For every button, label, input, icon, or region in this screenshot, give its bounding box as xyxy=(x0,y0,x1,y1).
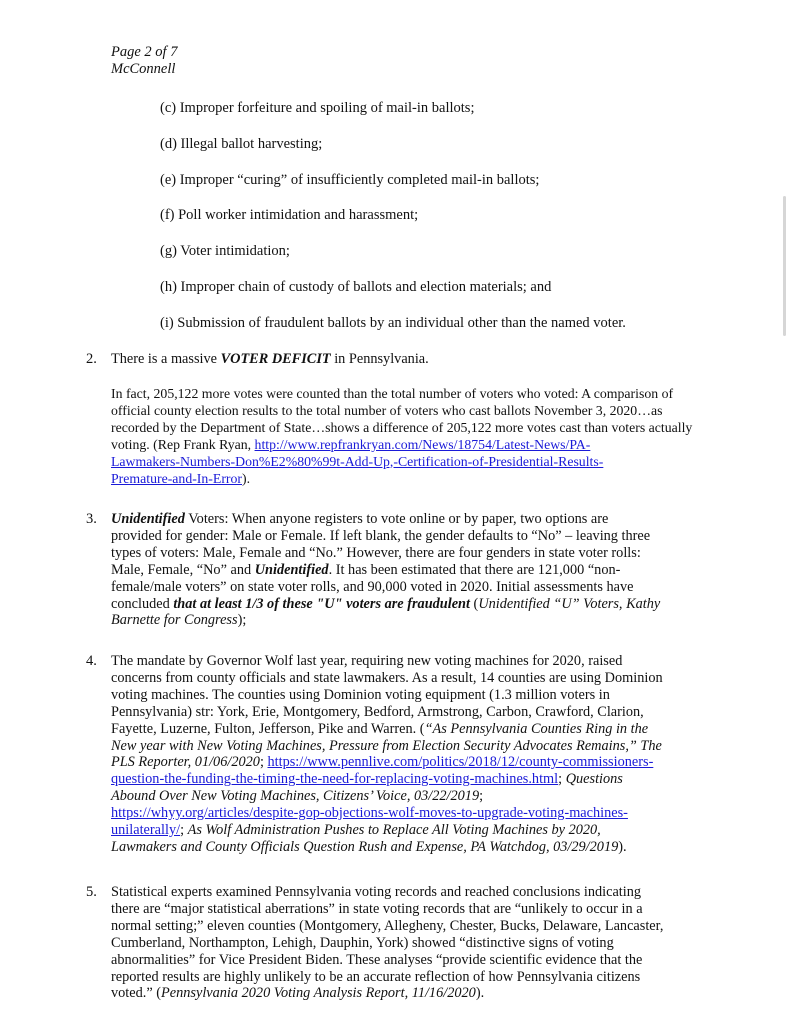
list-item: (d) Illegal ballot harvesting; xyxy=(160,136,323,152)
item-2-lead xyxy=(111,351,723,368)
text-line: recorded by the Department of State…shows a difference of 205,122 more votes cast than voters actually xyxy=(111,419,693,435)
text: in Pennsylvania. xyxy=(330,351,429,367)
text-line: Cumberland, Northampton, Lehigh, Dauphin, York) showed “distinctive signs of voting xyxy=(111,934,614,951)
citation: Pennsylvania 2020 Voting Analysis Report, 11/16/2020 xyxy=(161,985,476,1002)
page-header xyxy=(111,44,177,78)
author-name: McConnell xyxy=(111,61,176,77)
source-link[interactable]: http://www.repfrankryan.com/News/18754/Latest-News/PA- xyxy=(254,436,591,452)
text-line: abnormalities” for Vice President Biden. These analyses “provide scientific evidence that the xyxy=(111,951,643,968)
text-line: In fact, 205,122 more votes were counted than the total number of voters who voted: A comparison of xyxy=(111,386,674,401)
text-line: reported results are highly unlikely to be an accurate reflection of how Pennsylvania citizens xyxy=(111,968,641,985)
text: voting. (Rep Frank Ryan, xyxy=(111,436,255,452)
citation: Lawmakers and County Officials Question Rush and Expense, PA Watchdog, 03/29/2019 xyxy=(111,838,619,855)
list-item: (e) Improper “curing” of insufficiently completed mail-in ballots; xyxy=(160,172,540,188)
emphasis: that at least 1/3 of these "U" voters are fraudulent xyxy=(173,595,470,612)
list-item: (i) Submission of fraudulent ballots by an individual other than the named voter. xyxy=(160,315,626,331)
citation: New year with New Voting Machines, Pressure from Election Security Advocates Remains,” The xyxy=(111,737,662,754)
item-5-body xyxy=(111,884,723,1002)
item-2-body xyxy=(111,386,723,487)
citation: Questions xyxy=(565,771,623,788)
citation: Unidentified “U” Voters, Kathy xyxy=(478,595,661,612)
page-number: Page 2 of 7 xyxy=(111,44,178,60)
item-number: 4. xyxy=(86,653,97,669)
text: ( xyxy=(469,595,479,612)
source-link[interactable]: Premature-and-In-Error xyxy=(111,470,243,486)
text-line: Pennsylvania) str: York, Erie, Montgomery, Bedford, Armstrong, Carbon, Crawford, Clarion, xyxy=(111,703,644,720)
item-number: 5. xyxy=(86,884,97,900)
item-3-body xyxy=(111,511,723,629)
emphasis: VOTER DEFICIT xyxy=(220,351,331,367)
text: Fayette, Luzerne, Fulton, Jefferson, Pike and Warren. ( xyxy=(111,720,425,737)
source-link[interactable]: https://whyy.org/articles/despite-gop-objections-wolf-moves-to-upgrade-voting-machines- xyxy=(111,805,628,822)
emphasis: Unidentified xyxy=(254,561,329,578)
text-line: normal setting;” eleven counties (Montgomery, Allegheny, Chester, Bucks, Delaware, Lancaster, xyxy=(111,917,664,934)
scrollbar[interactable] xyxy=(783,196,786,336)
text: ; xyxy=(259,754,268,771)
text: ). xyxy=(618,838,627,855)
list-item: (g) Voter intimidation; xyxy=(160,243,290,259)
text: ); xyxy=(237,612,247,629)
citation: Barnette for Congress xyxy=(111,612,238,629)
text: concluded xyxy=(111,595,174,612)
text-line: provided for gender: Male or Female. If left blank, the gender defaults to “No” – leaving three xyxy=(111,527,651,544)
source-link[interactable]: question-the-funding-the-timing-the-need-for-replacing-voting-machines.html xyxy=(111,771,559,788)
source-link[interactable]: Lawmakers-Numbers-Don%E2%80%99t-Add-Up,-Certification-of-Presidential-Results- xyxy=(111,453,604,469)
list-item: (c) Improper forfeiture and spoiling of mail-in ballots; xyxy=(160,100,475,116)
text: voted.” ( xyxy=(111,985,162,1002)
text: ). xyxy=(475,985,485,1002)
list-item: (h) Improper chain of custody of ballots and election materials; and xyxy=(160,279,552,295)
text-line: voting machines. The counties using Dominion voting equipment (1.3 million voters in xyxy=(111,686,610,703)
citation: “As Pennsylvania Counties Ring in the xyxy=(424,720,649,737)
text-line: there are “major statistical aberrations” in state voting records that are “unlikely to occur in a xyxy=(111,900,643,917)
text: ). xyxy=(242,470,251,486)
citation: As Wolf Administration Pushes to Replace All Voting Machines by 2020, xyxy=(187,822,601,839)
list-item: (f) Poll worker intimidation and harassment; xyxy=(160,207,419,223)
citation: PLS Reporter, 01/06/2020 xyxy=(111,754,260,771)
citation: Abound Over New Voting Machines, Citizens’ Voice, 03/22/2019 xyxy=(111,788,480,805)
text-line: concerns from county officials and state lawmakers. As a result, 14 counties are using Dominion xyxy=(111,669,663,686)
text: ; xyxy=(180,822,188,839)
source-link[interactable]: https://www.pennlive.com/politics/2018/12/county-commissioners- xyxy=(267,754,654,771)
text: Male, Female, “No” and xyxy=(111,561,255,578)
text-line: female/male voters” on state voter rolls, and 90,000 voted in 2020. Initial assessments have xyxy=(111,578,634,595)
emphasis: Unidentified xyxy=(111,511,185,527)
text-line: types of voters: Male, Female and “No.” However, there are four genders in state voter rolls: xyxy=(111,544,641,561)
text: There is a massive xyxy=(111,351,221,367)
text: Voters: When anyone registers to vote online or by paper, two options are xyxy=(184,511,609,527)
text: ; xyxy=(558,771,566,788)
text: . It has been estimated that there are 121,000 “non- xyxy=(328,561,621,578)
text-line: official county election results to the total number of voters who cast ballots November 3, 2020…as xyxy=(111,402,663,418)
text-line: The mandate by Governor Wolf last year, requiring new voting machines for 2020, raised xyxy=(111,653,623,669)
source-link[interactable]: unilaterally/ xyxy=(111,822,181,839)
text: ; xyxy=(479,788,484,805)
item-4-body xyxy=(111,653,723,856)
item-number: 3. xyxy=(86,511,97,527)
item-number: 2. xyxy=(86,351,97,367)
text-line: Statistical experts examined Pennsylvania voting records and reached conclusions indicating xyxy=(111,884,642,900)
